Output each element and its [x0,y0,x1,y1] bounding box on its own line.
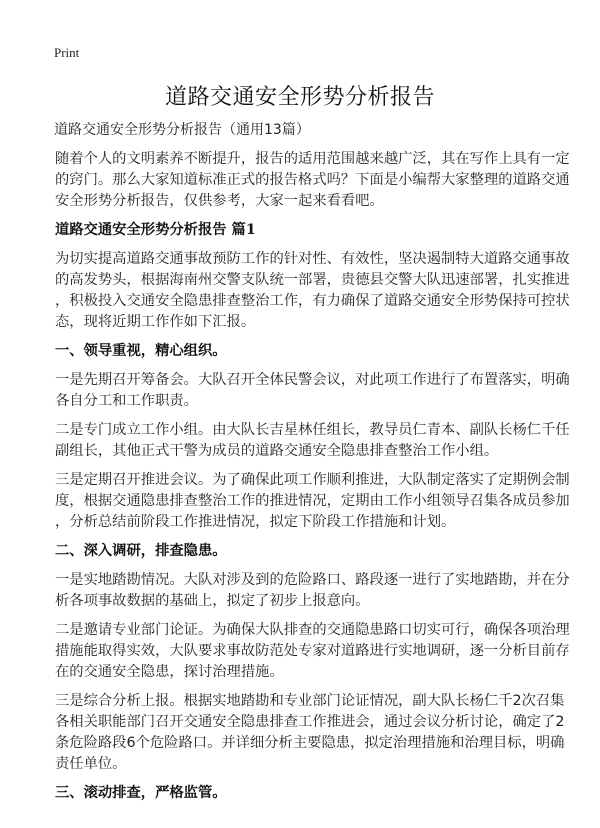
text-line: 各自分工和工作职责。 [55,393,198,409]
text-line: 析各项事故数据的基础上，拟定了初步上报意向。 [55,593,370,609]
document-body [55,149,570,812]
text-line: 副组长，其他正式干警为成员的道路交通安全隐患排查整治工作小组。 [55,443,499,459]
text-line: 安全形势分析报告，仅供参考，大家一起来看看吧。 [55,193,384,209]
section-paragraph [55,370,570,412]
text-line: 的窍门。那么大家知道标准正式的报告格式吗？下面是小编帮大家整理的道路交通 [55,172,570,188]
text-line: 在的交通安全隐患，探讨治理措施。 [55,664,284,680]
section-paragraph [55,570,570,612]
document-subtitle: 道路交通安全形势分析报告（通用13篇） [54,122,310,138]
section-paragraph [55,470,570,533]
text-line: 为切实提高道路交通事故预防工作的针对性、有效性，坚决遏制特大道路交通事故 [55,251,570,267]
text-line: 各相关职能部门召开交通安全隐患排查工作推进会，通过会议分析讨论，确定了2 [55,714,565,730]
text-line: 条危险路段6个危险路口。并详细分析主要隐患，拟定治理措施和治理目标，明确 [55,735,565,751]
document-title: 道路交通安全形势分析报告 [164,85,435,110]
section-heading: 一、领导重视，精心组织。 [55,343,227,359]
print-link[interactable]: Print [54,45,80,60]
text-line: 措施能取得实效，大队要求事故防范处专家对道路进行实地调研，逐一分析目前存 [55,643,570,659]
text-line: 度，根据交通隐患排查整治工作的推进情况，定期由工作小组领导召集各成员参加 [55,493,570,509]
text-line: ，积极投入交通安全隐患排查整治工作，有力确保了道路交通安全形势保持可控状 [55,293,570,309]
section-heading: 三、滚动排查，严格监管。 [55,785,227,801]
section-paragraph [55,691,565,775]
section-heading: 二、深入调研，排查隐患。 [55,543,227,559]
intro-paragraph [55,149,570,212]
text-line: 三是综合分析上报。根据实地踏勘和专业部门论证情况，副大队长杨仁千2次召集 [55,693,565,709]
text-line: 一是先期召开筹备会。大队召开全体民警会议，对此项工作进行了布置落实，明确 [55,372,570,388]
article-heading: 道路交通安全形势分析报告 篇1 [55,222,256,238]
text-line: 的高发势头，根据海南州交警支队统一部署，贵德县交警大队迅速部署，扎实推进 [55,272,570,288]
text-line: ，分析总结前阶段工作推进情况，拟定下阶段工作措施和计划。 [55,514,456,530]
text-line: 二是邀请专业部门论证。为确保大队排查的交通隐患路口切实可行，确保各项治理 [55,622,570,638]
text-line: 责任单位。 [55,756,127,772]
text-line: 三是定期召开推进会议。为了确保此项工作顺利推进，大队制定落实了定期例会制 [55,472,570,488]
article-intro-paragraph [55,249,570,333]
section-paragraph [55,620,570,683]
text-line: 态，现将近期工作作如下汇报。 [55,314,256,330]
text-line: 一是实地踏勘情况。大队对涉及到的危险路口、路段逐一进行了实地踏勘，并在分 [55,572,570,588]
text-line: 随着个人的文明素养不断提升，报告的适用范围越来越广泛，其在写作上具有一定 [55,151,570,167]
text-line: 二是专门成立工作小组。由大队长吉星林任组长，教导员仁青本、副队长杨仁千任 [55,422,570,438]
section-paragraph [55,420,570,462]
